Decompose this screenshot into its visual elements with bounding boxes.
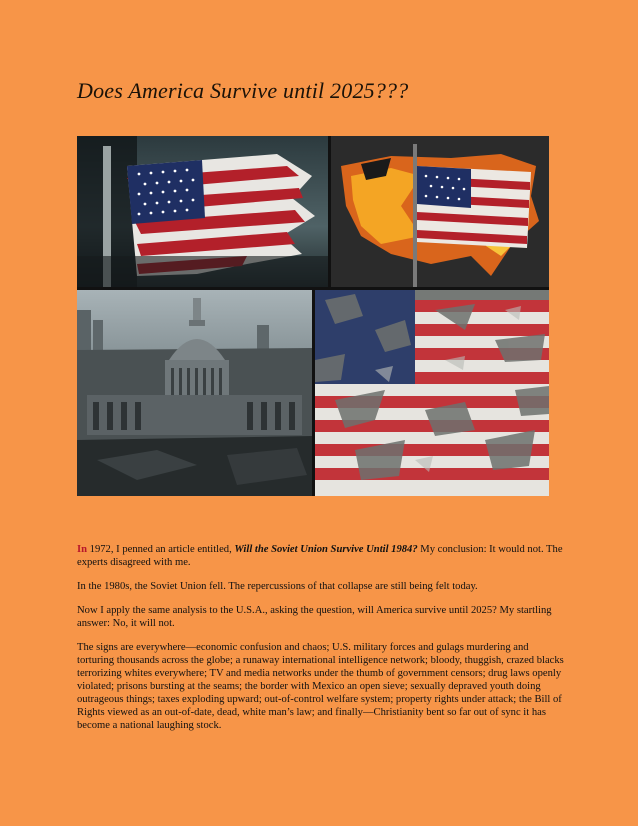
paragraph-4: The signs are everywhere—economic confusion and chaos; U.S. military forces and gulags murdering and torturing thousands across the globe; a runaway international intelligence network; bloody, thuggish, crazed blacks terrorizing whites everywhere; TV and media networks under the thumb of government censors; drug laws openly violated; prisons bursting at the seams; the border with Mexico an open sieve; sexually depraved youth doing outrageous things; taxes exploding upward; out-of-control welfare system; property rights under attack; the Bill of Rights viewed as an out-of-date, dead, white man’s law; and finally—Christianity bent so far out of sync it has become a national laughing stock. <box>77 642 564 731</box>
paragraph-1-post: My conclusion: It would not. The experts disagreed with me. <box>77 544 563 568</box>
article-body <box>77 543 567 743</box>
burning-flag-map-of-usa-image <box>331 136 549 287</box>
paragraph-3: Now I apply the same analysis to the U.S.A., asking the question, will America survive until 2025? My startling answer: No, it will not. <box>77 605 552 629</box>
ruined-us-capitol-image <box>77 290 312 496</box>
shattered-flag-debris-image <box>315 290 549 496</box>
paragraph-1 <box>77 543 567 569</box>
referenced-article-title: Will the Soviet Union Survive Until 1984? <box>234 544 418 555</box>
flag-collage <box>77 136 549 496</box>
paragraph-2: In the 1980s, the Soviet Union fell. The repercussions of that collapse are still being felt today. <box>77 581 478 592</box>
tattered-flag-on-pole-image <box>77 136 328 287</box>
paragraph-initial: In <box>77 544 88 555</box>
paragraph-1-pre: 1972, I penned an article entitled, <box>87 544 235 555</box>
page-title: Does America Survive until 2025??? <box>77 78 409 103</box>
